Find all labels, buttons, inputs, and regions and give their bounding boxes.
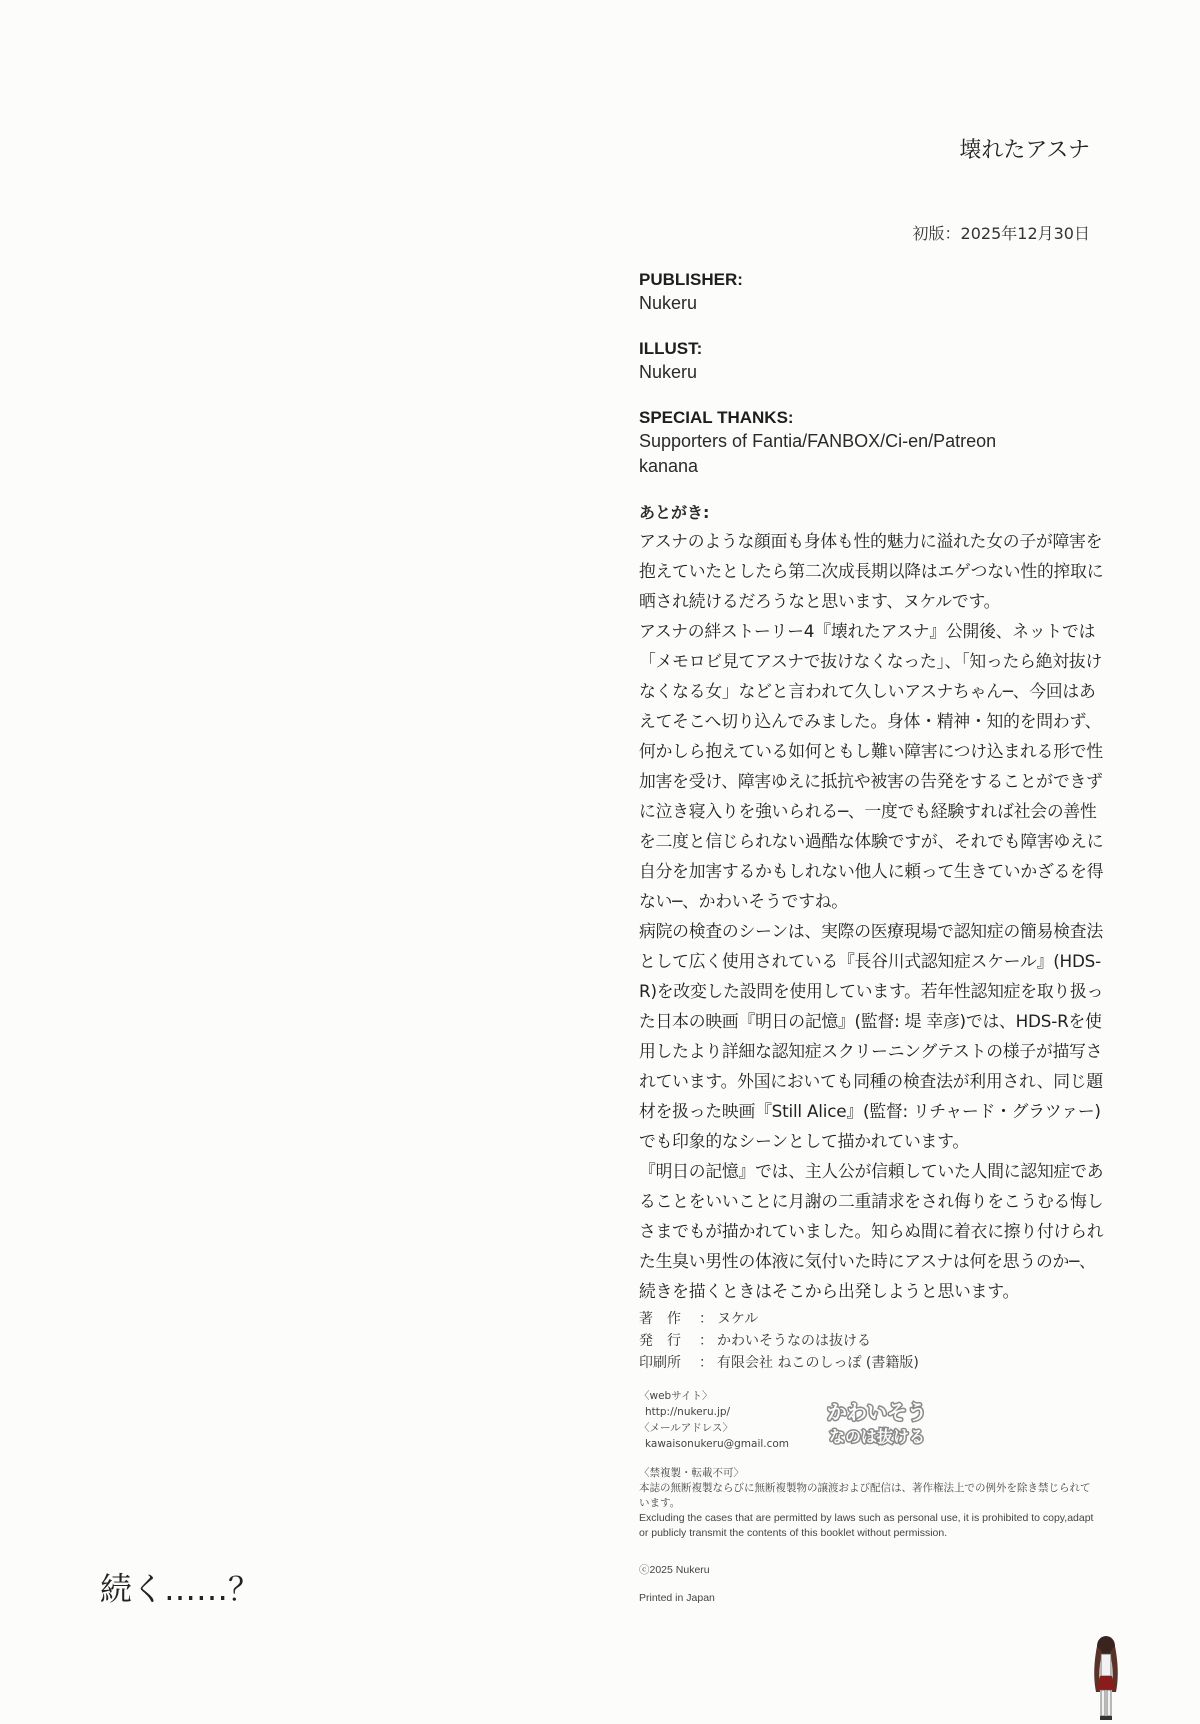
afterword xyxy=(639,500,1109,1306)
edition-date: 初版：2025年12月30日 xyxy=(912,224,1090,243)
credit-illust xyxy=(639,337,1109,385)
colophon-value: かわいそうなのは抜ける xyxy=(717,1333,871,1349)
character-figure-illustration xyxy=(1088,1632,1124,1722)
credit-publisher xyxy=(639,268,1109,316)
circle-logo xyxy=(818,1398,936,1448)
credit-special-thanks xyxy=(639,406,1109,479)
web-url-link[interactable]: http://nukeru.jp/ xyxy=(645,1406,731,1418)
colophon-row: 発 行 ： かわいそうなのは抜ける xyxy=(639,1330,1109,1352)
credit-label: SPECIAL THANKS: xyxy=(639,408,794,427)
colophon-key: 印刷所 xyxy=(639,1355,681,1371)
credit-value: kanana xyxy=(639,456,699,476)
afterword-paragraph: アスナのような顔面も身体も性的魅力に溢れた女の子が障害を抱えていたとしたら第二次成長期以降はエゲつない性的搾取に晒され続けるだろうなと思います、ヌケルです。 xyxy=(639,531,1104,611)
colophon xyxy=(639,1308,1109,1374)
to-be-continued-text: 続く……？ xyxy=(100,1570,261,1608)
colophon-row: 印刷所 ： 有限会社 ねこのしっぽ (書籍版) xyxy=(639,1352,1109,1374)
afterword-paragraph: アスナの絆ストーリー4『壊れたアスナ』公開後、ネットでは「メモロビ見てアスナで抜けなくなった」、「知ったら絶対抜けなくなる女」などと言われて久しいアスナちゃん─、今回はあえてそこへ切り込んでみました。身体・精神・知的を問わず、何かしら抱えている如何ともし難い障害につけ込まれる形で性加害を受け、障害ゆえに抵抗や被害の告発をすることができずに泣き寝入りを強いられる─、一度でも経験すれば社会の善性を二度と信じられない過酷な体験ですが、それでも障害ゆえに自分を加害するかもしれない他人に頼って生きていかざるを得ない─、かわいそうですね。 xyxy=(639,621,1104,911)
afterword-paragraph: 病院の検査のシーンは、実際の医療現場で認知症の簡易検査法として広く使用されている『長谷川式認知症スケール』(HDS-R)を改変した設問を使用しています。若年性認知症を取り扱った日本の映画『明日の記憶』(監督: 堤 幸彦)では、HDS-Rを使用したより詳細な認知症スクリーニングテストの様子が描写されています。外国においても同種の検査法が利用され、同じ題材を扱った映画『Still Alice』(監督: リチャード・グラツァー)でも印象的なシーンとして描かれています。 xyxy=(639,921,1104,1151)
printed-in-text: Printed in Japan xyxy=(639,1592,715,1604)
credits-column xyxy=(639,268,1109,1306)
mail-link[interactable]: kawaisonukeru@gmail.com xyxy=(645,1438,790,1450)
contact-info xyxy=(639,1388,814,1452)
legal-en-text: Excluding the cases that are permitted by laws such as personal use, it is prohibited to copy,adapt or publicly transmit the contents of this booklet without permission. xyxy=(639,1512,1094,1539)
colophon-key: 著 作 xyxy=(639,1311,681,1327)
afterword-heading: あとがき: xyxy=(639,503,710,522)
credit-label: ILLUST: xyxy=(639,339,703,358)
colophon-row: 著 作 ： ヌケル xyxy=(639,1308,1109,1330)
web-label: 〈webサイト〉 xyxy=(639,1390,713,1402)
colophon-key: 発 行 xyxy=(639,1333,681,1349)
legal-notice xyxy=(639,1466,1094,1541)
afterword-paragraph: 『明日の記憶』では、主人公が信頼していた人間に認知症であることをいいことに月謝の二重請求をされ侮りをこうむる悔しさまでもが描かれていました。知らぬ間に着衣に擦り付けられた生臭い男性の体液に気付いた時にアスナは何を思うのか─、続きを描くときはそこから出発しようと思います。 xyxy=(639,1161,1104,1301)
colophon-value: ヌケル xyxy=(717,1311,759,1327)
colophon-value: 有限会社 ねこのしっぽ (書籍版) xyxy=(717,1355,919,1371)
copyright-text: ⓒ2025 Nukeru xyxy=(639,1564,710,1576)
credit-value: Supporters of Fantia/FANBOX/Ci-en/Patreon xyxy=(639,431,997,451)
logo-line-2: なのは抜ける xyxy=(828,1427,926,1446)
mail-label: 〈メールアドレス〉 xyxy=(639,1422,733,1434)
credit-value: Nukeru xyxy=(639,293,698,313)
legal-heading: 〈禁複製・転載不可〉 xyxy=(639,1467,744,1479)
legal-jp-text: 本誌の無断複製ならびに無断複製物の譲渡および配信は、著作権法上での例外を除き禁じられています。 xyxy=(639,1482,1091,1509)
logo-line-1: かわいそう xyxy=(827,1400,927,1424)
credit-label: PUBLISHER: xyxy=(639,270,743,289)
book-title: 壊れたアスナ xyxy=(959,138,1090,163)
credit-value: Nukeru xyxy=(639,362,698,382)
